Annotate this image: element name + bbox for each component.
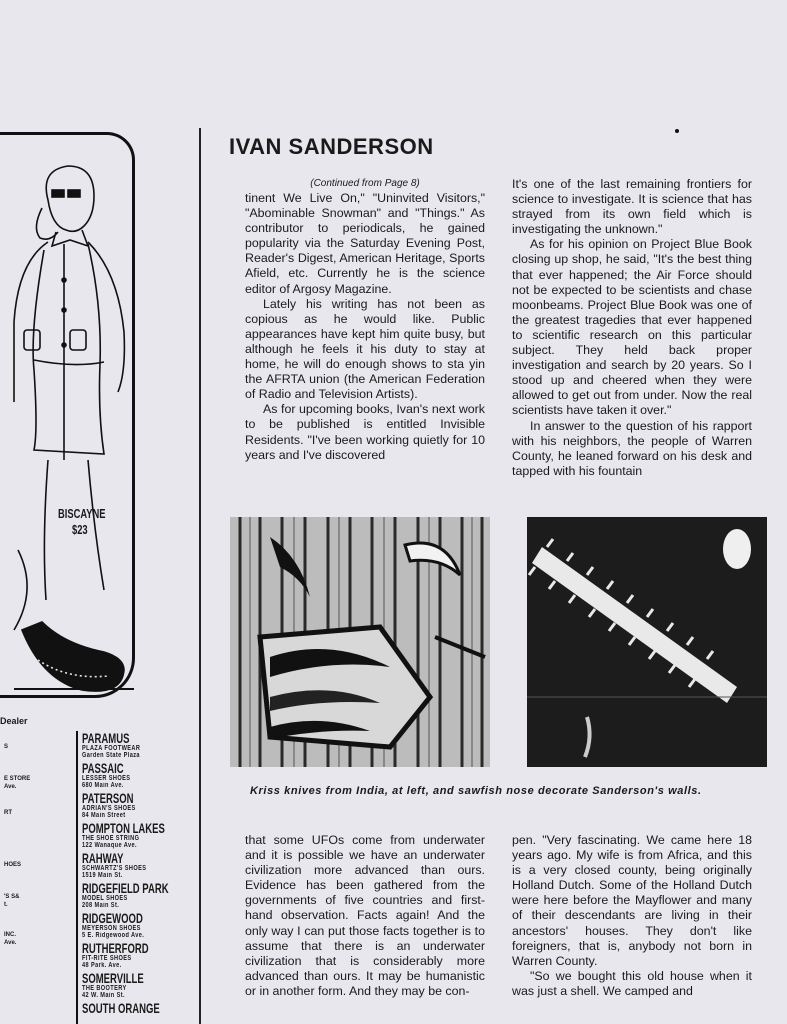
- fragment: S: [4, 744, 9, 750]
- dealer-address: 680 Main Ave.: [82, 782, 124, 789]
- ad-price: $23: [72, 522, 88, 537]
- article-column-2: [512, 177, 752, 479]
- dealer-address: 5 E. Ridgewood Ave.: [82, 932, 145, 939]
- paragraph: "So we bought this old house when it was just a shell. We camped and: [512, 968, 752, 998]
- dealer-item: [78, 821, 188, 849]
- dealer-item: [78, 791, 188, 819]
- fragment: INC.: [4, 932, 16, 938]
- ad-product-name: BISCAYNE: [58, 506, 106, 521]
- dealer-town: SOMERVILLE: [82, 970, 144, 986]
- dealer-address: 1519 Main St.: [82, 872, 123, 879]
- fragment: t.: [4, 902, 8, 908]
- dealer-town: POMPTON LAKES: [82, 820, 165, 836]
- dealer-store: SCHWARTZ'S SHOES: [82, 865, 147, 872]
- article-column-4: [512, 833, 752, 999]
- paragraph: As for upcoming books, Ivan's next work to be published is entitled Invisible Residents. "I've been working quietly for 10 years and I've discovered: [245, 402, 485, 462]
- ink-dot: [675, 129, 679, 133]
- fragment: 'S S&: [4, 894, 20, 900]
- paragraph: Lately his writing has not been as copious as he would like. Public appearances have kept him quite busy, but although he feels it his duty to stay at home, he will do enough shows to sta yin the AFRTA union (the American Federation of Radio and Television Artists).: [245, 296, 485, 402]
- dealer-store: THE SHOE STRING: [82, 835, 140, 842]
- fragment: Ave.: [4, 940, 17, 946]
- fragment: Ave.: [4, 784, 17, 790]
- dealer-store: PLAZA FOOTWEAR: [82, 745, 141, 752]
- fragment: RT: [4, 810, 12, 816]
- dealer-item: [78, 1001, 188, 1015]
- dealer-address: Garden State Plaza: [82, 752, 140, 759]
- paragraph: As for his opinion on Project Blue Book closing up shop, he said, "It's the best thing that ever happened; the Air Force should not be expected to be scientists and chase moonbeams. Project Blue Book was one of the greatest tragedies that ever happened to scientific research on this particular subject. They held back proper investigation and search by 20 years. So I stood up and cheered when they were allowed to get out from under. Now the real scientists have taken it over.": [512, 237, 752, 418]
- dealer-item: [78, 911, 188, 939]
- fragment: HOES: [4, 862, 22, 868]
- dealer-address: 48 Park. Ave.: [82, 962, 122, 969]
- dealer-store: THE BOOTERY: [82, 985, 127, 992]
- knives-photo: [230, 517, 490, 767]
- dealer-store: FIT-RITE SHOES: [82, 955, 132, 962]
- sawfish-photo: [527, 517, 767, 767]
- dealer-town: RUTHERFORD: [82, 940, 149, 956]
- dealer-address: 42 W. Main St.: [82, 992, 125, 999]
- dress-illustration: [8, 160, 138, 720]
- continued-note: (Continued from Page 8): [310, 178, 420, 189]
- dealer-address: 84 Main Street: [82, 812, 126, 819]
- photo-caption: Kriss knives from India, at left, and sawfish nose decorate Sanderson's walls.: [250, 785, 702, 797]
- dealer-store: LESSER SHOES: [82, 775, 131, 782]
- article-column-3: [245, 833, 485, 999]
- paragraph: tinent We Live On," "Uninvited Visitors," "Abominable Snowman" and "Things." As contributor to periodicals, he gained popularity via the Saturday Evening Post, Reader's Digest, American Heritage, Sports Afield, etc. Currently he is the science editor of Argosy Magazine.: [245, 191, 485, 296]
- paragraph: that some UFOs come from underwater and it is possible we have an underwater civilization more advanced than ours. Evidence has been gathered from the governments of five countries and first-hand observation. Facts again! And the only way I can put those facts together is to assume that there is an underwater civilization that is considerably more advanced than ours. It may be humanistic or in another form. And they may be con-: [245, 833, 485, 998]
- dealer-address: 122 Wanaque Ave.: [82, 842, 137, 849]
- paragraph: pen. "Very fascinating. We came here 18 years ago. My wife is from Africa, and this is a very closed county, being originally Holland Dutch. Some of the Holland Dutch were here before the Mayflower and many of their descendants are living in their ancestors' houses. They don't like foreigners, that is, anybody not born in Warren County.: [512, 833, 752, 968]
- dealer-town: RIDGEWOOD: [82, 910, 143, 926]
- paragraph: It's one of the last remaining frontiers for science to investigate. It is science that has strayed from its own field which is investigating the unknown.": [512, 177, 752, 237]
- dealer-item: [78, 881, 188, 909]
- article-column-1: [245, 177, 485, 463]
- dealer-item: [78, 851, 188, 879]
- dealer-town: RIDGEFIELD PARK: [82, 880, 169, 896]
- dealer-town: PATERSON: [82, 790, 134, 806]
- dealer-address: 208 Main St.: [82, 902, 120, 909]
- dealer-item: [78, 731, 188, 759]
- dealer-store: MEYERSON SHOES: [82, 925, 141, 932]
- dealer-town: RAHWAY: [82, 850, 124, 866]
- dealer-item: [78, 971, 188, 999]
- dealer-item: [78, 761, 188, 789]
- dealer-list: [76, 731, 188, 1024]
- fragment: E STORE: [4, 776, 31, 782]
- paragraph: In answer to the question of his rapport with his neighbors, the people of Warren County, he leaned forward on his desk and tapped with his fountain: [512, 418, 752, 478]
- headline: IVAN SANDERSON: [229, 134, 434, 159]
- column-rule: [199, 128, 201, 1024]
- dealer-store: ADRIAN'S SHOES: [82, 805, 136, 812]
- dealer-town: PASSAIC: [82, 760, 124, 776]
- ad-divider: [14, 688, 134, 690]
- dealer-town: PARAMUS: [82, 731, 130, 746]
- dealer-item: [78, 941, 188, 969]
- dealer-heading: Dealer: [0, 716, 28, 726]
- dealer-town: SOUTH ORANGE: [82, 1000, 160, 1016]
- dealer-store: MODEL SHOES: [82, 895, 128, 902]
